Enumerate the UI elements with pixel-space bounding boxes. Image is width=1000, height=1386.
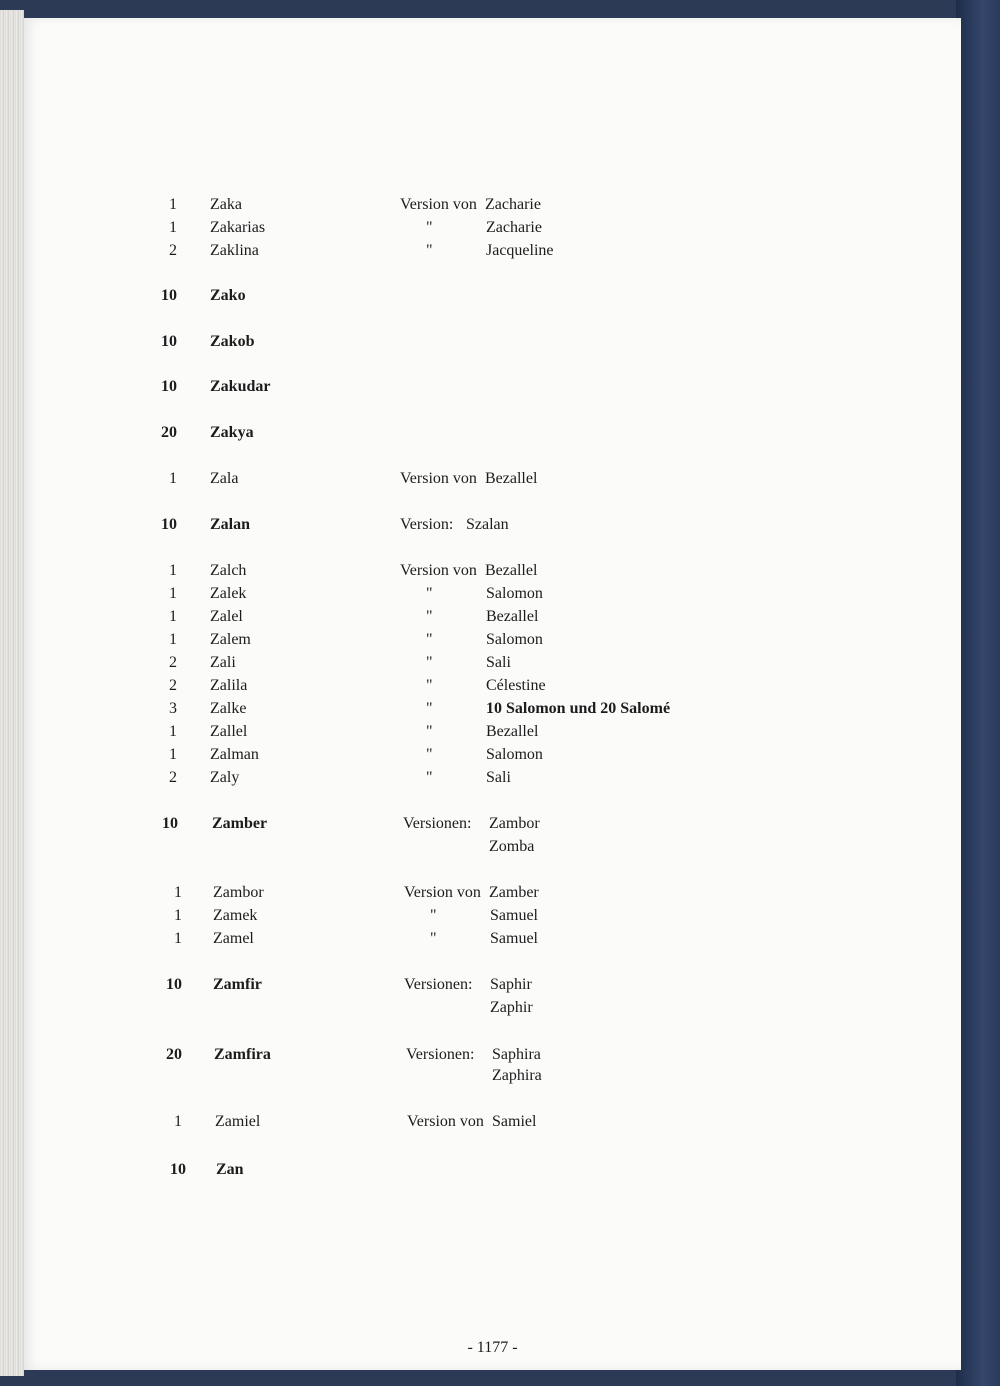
entry-number: 1 (169, 723, 177, 740)
entry-label: " (426, 723, 433, 740)
entry-value: Zambor (489, 815, 540, 832)
entry-name: Zaly (210, 769, 240, 786)
entry-value: Salomon (486, 585, 543, 602)
entry-number: 1 (169, 585, 177, 602)
entry-number: 2 (169, 654, 177, 671)
list-item (24, 697, 961, 721)
entry-label: Versionen: (404, 976, 473, 993)
entry-label: Version von (400, 562, 477, 579)
list-item (24, 720, 961, 744)
entry-name: Zamek (213, 907, 258, 924)
entry-number: 2 (169, 677, 177, 694)
entry-number: 20 (161, 424, 177, 441)
entry-value: Zaphira (492, 1067, 542, 1084)
entry-label: " (426, 242, 433, 259)
list-item (24, 284, 961, 308)
entry-label: Versionen: (403, 815, 472, 832)
list-item (24, 193, 961, 217)
entry-name: Zakya (210, 424, 254, 441)
entry-name: Zalel (210, 608, 243, 625)
book-cover-edge (956, 0, 1000, 1386)
entry-value: Sali (486, 769, 511, 786)
entry-number: 1 (169, 470, 177, 487)
book-page-edges (0, 10, 24, 1376)
list-item (24, 628, 961, 652)
entry-value: Zomba (489, 838, 535, 855)
entry-value: Samuel (490, 930, 538, 947)
entry-value: Bezallel (485, 562, 538, 579)
entry-label: " (426, 585, 433, 602)
entry-value: Samiel (492, 1113, 537, 1130)
list-item (24, 1110, 961, 1134)
entry-label: " (426, 677, 433, 694)
entry-label: " (426, 746, 433, 763)
page-number: - 1177 - (467, 1339, 518, 1356)
list-item (24, 904, 961, 928)
entry-value: Bezallel (486, 608, 539, 625)
book-page (24, 18, 961, 1370)
entry-value: Jacqueline (486, 242, 554, 259)
entry-label: " (426, 769, 433, 786)
entry-label: Version von (400, 196, 477, 213)
list-item (24, 835, 961, 859)
entry-number: 1 (174, 1113, 182, 1130)
list-item (24, 927, 961, 951)
entry-value: Bezallel (485, 470, 538, 487)
entry-label: " (426, 654, 433, 671)
list-item (24, 812, 961, 836)
list-item (24, 766, 961, 790)
entry-value: Zacharie (486, 219, 542, 236)
list-item (24, 421, 961, 445)
list-item (24, 651, 961, 675)
entry-label: " (430, 907, 437, 924)
entry-value: Saphira (492, 1046, 541, 1063)
entry-number: 20 (166, 1046, 182, 1063)
entry-name: Zalman (210, 746, 259, 763)
entry-name: Zaklina (210, 242, 259, 259)
entry-label: " (426, 608, 433, 625)
entry-number: 1 (169, 196, 177, 213)
list-item (24, 375, 961, 399)
entry-value: Samuel (490, 907, 538, 924)
list-item (24, 330, 961, 354)
entry-value: Salomon (486, 746, 543, 763)
list-item (24, 996, 961, 1020)
list-item (24, 743, 961, 767)
entry-label: " (426, 631, 433, 648)
entry-value: Saphir (490, 976, 532, 993)
list-item (24, 467, 961, 491)
entry-name: Zallel (210, 723, 248, 740)
entry-name: Zalek (210, 585, 247, 602)
entry-value: 10 Salomon und 20 Salomé (486, 700, 671, 717)
entry-number: 10 (170, 1161, 186, 1178)
list-item (24, 559, 961, 583)
entry-label: " (430, 930, 437, 947)
entry-name: Zalila (210, 677, 248, 694)
entry-name: Zakob (210, 333, 255, 350)
entry-value: Bezallel (486, 723, 539, 740)
entry-number: 3 (169, 700, 177, 717)
list-item (24, 881, 961, 905)
entry-name: Zambor (213, 884, 264, 901)
entry-number: 10 (162, 815, 178, 832)
entry-value: Zaphir (490, 999, 533, 1016)
list-item (24, 1158, 961, 1182)
entry-name: Zakudar (210, 378, 271, 395)
entry-name: Zamel (213, 930, 254, 947)
entry-name: Zako (210, 287, 246, 304)
list-item (24, 973, 961, 997)
entry-name: Zalem (210, 631, 251, 648)
entry-number: 1 (174, 930, 182, 947)
entry-name: Zalch (210, 562, 247, 579)
list-item (24, 239, 961, 263)
entry-number: 10 (166, 976, 182, 993)
entry-number: 1 (169, 608, 177, 625)
entry-name: Zamiel (215, 1113, 261, 1130)
entry-number: 1 (174, 907, 182, 924)
entry-name: Zamfira (214, 1046, 271, 1063)
entry-value: Salomon (486, 631, 543, 648)
entry-number: 2 (169, 769, 177, 786)
entry-value: Sali (486, 654, 511, 671)
entry-number: 10 (161, 333, 177, 350)
entry-label: Versionen: (406, 1046, 475, 1063)
list-item (24, 1064, 961, 1088)
entry-value: Zamber (489, 884, 539, 901)
entry-label: Version von (404, 884, 481, 901)
entry-value: Zacharie (485, 196, 541, 213)
entry-number: 2 (169, 242, 177, 259)
list-item (24, 605, 961, 629)
entry-number: 10 (161, 378, 177, 395)
entry-number: 10 (161, 516, 177, 533)
entry-number: 1 (174, 884, 182, 901)
entry-name: Zalan (210, 516, 251, 533)
entry-label: " (426, 700, 433, 717)
entry-name: Zamber (212, 815, 268, 832)
entry-name: Zamfir (213, 976, 262, 993)
entry-value: Szalan (466, 516, 509, 533)
entry-label: Version: (400, 516, 454, 533)
entry-number: 1 (169, 562, 177, 579)
entry-label: Version von (400, 470, 477, 487)
entry-value: Célestine (486, 677, 546, 694)
entry-label: Version von (407, 1113, 484, 1130)
entry-name: Zakarias (210, 219, 266, 236)
entry-label: " (426, 219, 433, 236)
entry-name: Zan (216, 1161, 244, 1178)
list-item (24, 513, 961, 537)
entry-name: Zala (210, 470, 239, 487)
entry-name: Zaka (210, 196, 242, 213)
entry-number: 10 (161, 287, 177, 304)
entry-number: 1 (169, 746, 177, 763)
list-item (24, 216, 961, 240)
list-item (24, 674, 961, 698)
entry-number: 1 (169, 631, 177, 648)
entry-number: 1 (169, 219, 177, 236)
entry-name: Zalke (210, 700, 247, 717)
list-item (24, 582, 961, 606)
entry-name: Zali (210, 654, 236, 671)
